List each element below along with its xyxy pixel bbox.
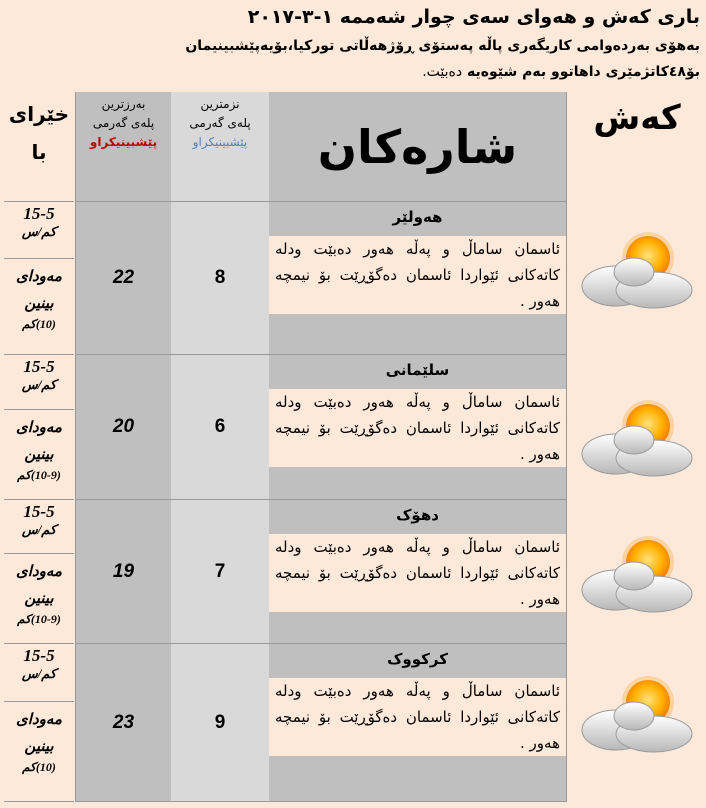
partly-cloudy-sun-icon (576, 528, 698, 618)
city-forecast-text: ئاسمان ساماڵ و پەڵە هەور دەبێت ودلە کاتەکانی ئێواردا ئاسمان دەگۆڕێت بۆ نیمچە هەور . (269, 236, 566, 314)
visibility-label-2: بینین (24, 296, 54, 312)
wind-header-line1: خێرای (8, 102, 70, 126)
wind-speed-cell (4, 355, 74, 410)
partly-cloudy-sun-icon (576, 224, 698, 314)
visibility-label-1: مەودای (16, 564, 62, 580)
intro-line-2 (4, 64, 700, 80)
visibility-value: (10)کم (22, 760, 56, 774)
cities-header-label: شارەکان (317, 119, 518, 174)
max-header-line2: پلەی گەرمی (92, 116, 155, 130)
max-header-line3: پێشبینیکراو (89, 135, 158, 149)
partly-cloudy-sun-icon (576, 392, 698, 482)
intro-line-2-main: بۆ٤٨کاتژمێری داهاتوو بەم شێوەیە (466, 64, 700, 80)
max-temp-value: 20 (112, 416, 135, 437)
max-header-line1: بەرزترین (101, 97, 146, 111)
city-forecast-text: ئاسمان ساماڵ و پەڵە هەور دەبێت ودلە کاتەکانی ئێواردا ئاسمان دەگۆڕێت بۆ نیمچە هەور . (269, 534, 566, 612)
min-temp-cell (171, 355, 269, 500)
max-temp-header (75, 92, 171, 202)
city-forecast-text: ئاسمان ساماڵ و پەڵە هەور دەبێت ودلە کاتەکانی ئێواردا ئاسمان دەگۆڕێت بۆ نیمچە هەور . (269, 389, 566, 467)
visibility-value: (10-9)کم (17, 612, 61, 626)
city-name: سلێمانی (385, 361, 450, 379)
intro-line-2-end: دەبێت. (422, 64, 463, 80)
city-cell (269, 500, 567, 644)
visibility-cell (4, 259, 74, 355)
visibility-cell (4, 410, 74, 500)
max-temp-value: 22 (112, 267, 135, 288)
min-temp-cell (171, 202, 269, 355)
partly-cloudy-sun-icon (576, 668, 698, 758)
min-temp-value: 8 (214, 267, 226, 288)
visibility-cell (4, 702, 74, 802)
city-name: هەولێر (392, 208, 443, 226)
wind-speed-cell (4, 644, 74, 702)
visibility-value: (10-9)کم (17, 468, 61, 482)
visibility-value: (10)کم (22, 317, 56, 331)
wind-speed-value: 15-5 (23, 357, 55, 376)
min-temp-header (171, 92, 269, 202)
max-temp-cell (75, 644, 171, 802)
visibility-label-1: مەودای (16, 712, 62, 728)
weather-header: کەش (593, 98, 681, 138)
visibility-cell (4, 554, 74, 644)
min-header-line2: پلەی گەرمی (189, 116, 251, 130)
city-cell (269, 202, 567, 355)
min-temp-cell (171, 500, 269, 644)
wind-speed-unit: کم/س (21, 666, 57, 681)
wind-speed-unit: کم/س (21, 224, 57, 239)
city-forecast-text: ئاسمان ساماڵ و پەڵە هەور دەبێت ودلە کاتەکانی ئێواردا ئاسمان دەگۆڕێت بۆ نیمچە هەور . (269, 678, 566, 756)
intro-line-1: بەهۆی بەردەوامی کاریگەری پاڵە پەستۆی ڕۆژهەڵاتی تورکیا،بۆیەپێشبینیمان (185, 38, 700, 54)
min-header-line3: پێشبینیکراو (192, 135, 248, 149)
city-name: کرکووک (387, 650, 448, 668)
cities-header (269, 92, 567, 202)
wind-header-line2: با (31, 140, 47, 164)
wind-speed-unit: کم/س (21, 522, 57, 537)
visibility-label-2: بینین (24, 447, 54, 463)
wind-speed-value: 15-5 (23, 646, 55, 665)
min-header-line1: نزمترین (200, 97, 240, 111)
min-temp-value: 9 (214, 711, 226, 733)
max-temp-value: 23 (112, 711, 135, 733)
wind-speed-unit: کم/س (21, 377, 57, 392)
max-temp-cell (75, 355, 171, 500)
max-temp-cell (75, 202, 171, 355)
city-cell (269, 644, 567, 802)
visibility-label-1: مەودای (16, 420, 62, 436)
max-temp-cell (75, 500, 171, 644)
visibility-label-2: بینین (24, 739, 54, 755)
min-temp-value: 7 (214, 560, 226, 582)
wind-header (4, 92, 74, 202)
wind-speed-cell (4, 500, 74, 554)
wind-speed-value: 15-5 (23, 502, 55, 521)
min-temp-value: 6 (214, 416, 226, 437)
wind-speed-value: 15-5 (23, 204, 55, 223)
visibility-label-2: بینین (24, 591, 54, 607)
city-name: دهۆک (396, 506, 439, 524)
max-temp-value: 19 (112, 560, 135, 582)
wind-speed-cell (4, 202, 74, 259)
forecast-table (4, 92, 567, 802)
visibility-label-1: مەودای (16, 269, 62, 285)
min-temp-cell (171, 644, 269, 802)
city-cell (269, 355, 567, 500)
page-title: باری کەش و هەوای سەی چوار شەممە ١-٣-٢٠١٧ (247, 6, 700, 28)
